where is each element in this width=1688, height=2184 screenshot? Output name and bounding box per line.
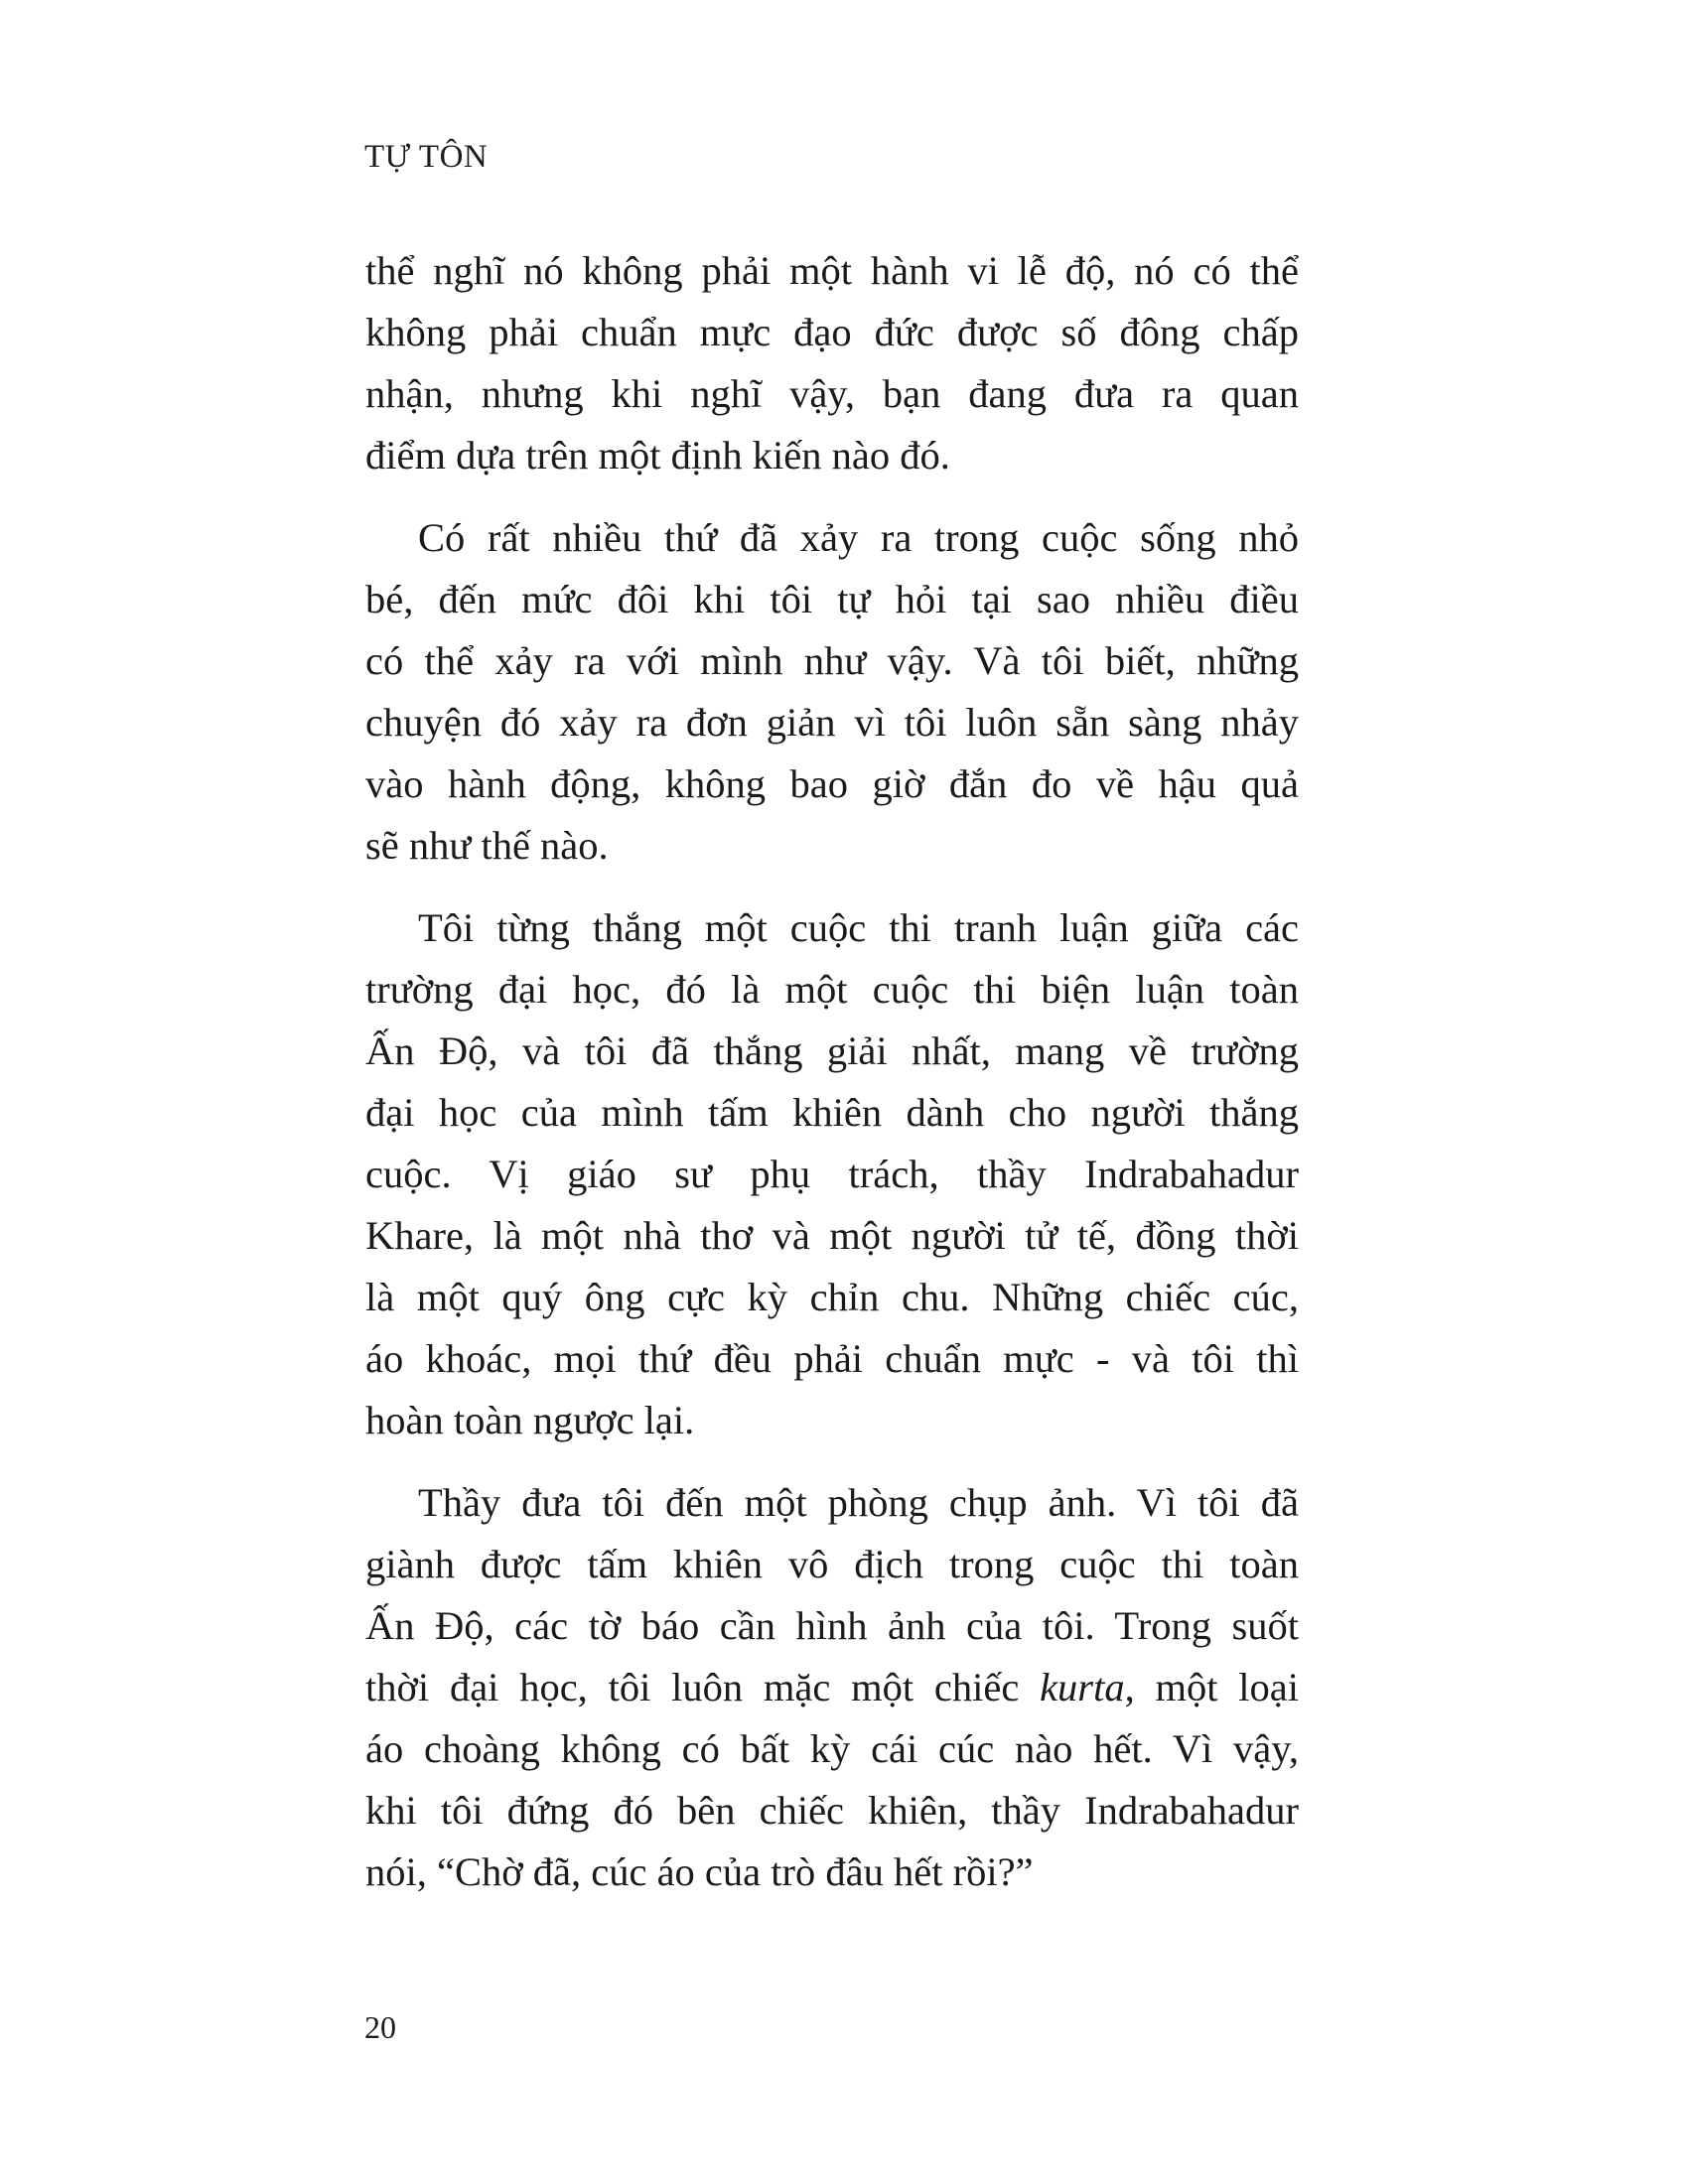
text-line: áo khoác, mọi thứ đều phải chuẩn mực - và tôi thì [365, 1336, 1299, 1381]
italic-term-kurta: kurta [1040, 1665, 1125, 1709]
text-line: Có rất nhiều thứ đã xảy ra trong cuộc sống nhỏ [418, 515, 1299, 560]
text-line: không phải chuẩn mực đạo đức được số đông chấp [365, 310, 1299, 354]
page-number: 20 [364, 2009, 396, 2045]
text-line: hoàn toàn ngược lại. [365, 1398, 695, 1442]
text-line: Khare, là một nhà thơ và một người tử tế, đồng thời [365, 1213, 1299, 1258]
text-line: Ấn Độ, và tôi đã thắng giải nhất, mang về trường [365, 1028, 1299, 1073]
text-line: có thể xảy ra với mình như vậy. Và tôi biết, những [365, 638, 1299, 683]
text-segment: thời đại học, tôi luôn mặc một chiếc [365, 1665, 1041, 1709]
text-line: khi tôi đứng đó bên chiếc khiên, thầy Indrabahadur [365, 1788, 1299, 1833]
text-line-with-italic [365, 1657, 1299, 1718]
running-head-title: TỰ TÔN [364, 139, 489, 175]
paragraph-2 [365, 507, 1299, 877]
text-line: Thầy đưa tôi đến một phòng chụp ảnh. Vì tôi đã [418, 1480, 1299, 1525]
text-line: thể nghĩ nó không phải một hành vi lễ độ, nó có thể [365, 248, 1299, 293]
text-line: điểm dựa trên một định kiến nào đó. [365, 433, 950, 478]
text-line: Tôi từng thắng một cuộc thi tranh luận giữa các [418, 905, 1299, 950]
text-line: sẽ như thế nào. [365, 823, 609, 868]
text-line: giành được tấm khiên vô địch trong cuộc thi toàn [365, 1542, 1299, 1586]
text-line: nói, “Chờ đã, cúc áo của trò đâu hết rồi?” [365, 1849, 1034, 1894]
paragraph-4 [365, 1472, 1299, 1903]
text-line: nhận, nhưng khi nghĩ vậy, bạn đang đưa ra quan [365, 371, 1299, 416]
text-line: cuộc. Vị giáo sư phụ trách, thầy Indrabahadur [365, 1152, 1299, 1196]
text-line: áo choàng không có bất kỳ cái cúc nào hết. Vì vậy, [365, 1726, 1299, 1771]
text-line: Ấn Độ, các tờ báo cần hình ảnh của tôi. Trong suốt [365, 1603, 1299, 1648]
text-segment: , một loại [1124, 1665, 1299, 1709]
body-text [365, 240, 1299, 1924]
paragraph-3 [365, 897, 1299, 1451]
paragraph-1 [365, 240, 1299, 486]
text-line: bé, đến mức đôi khi tôi tự hỏi tại sao nhiều điều [365, 577, 1299, 621]
text-line: vào hành động, không bao giờ đắn đo về hậu quả [365, 761, 1299, 806]
text-line: đại học của mình tấm khiên dành cho người thắng [365, 1090, 1299, 1135]
text-line: chuyện đó xảy ra đơn giản vì tôi luôn sẵn sàng nhảy [365, 700, 1299, 745]
text-line: là một quý ông cực kỳ chỉn chu. Những chiếc cúc, [365, 1275, 1299, 1319]
text-line: trường đại học, đó là một cuộc thi biện luận toàn [365, 967, 1299, 1012]
